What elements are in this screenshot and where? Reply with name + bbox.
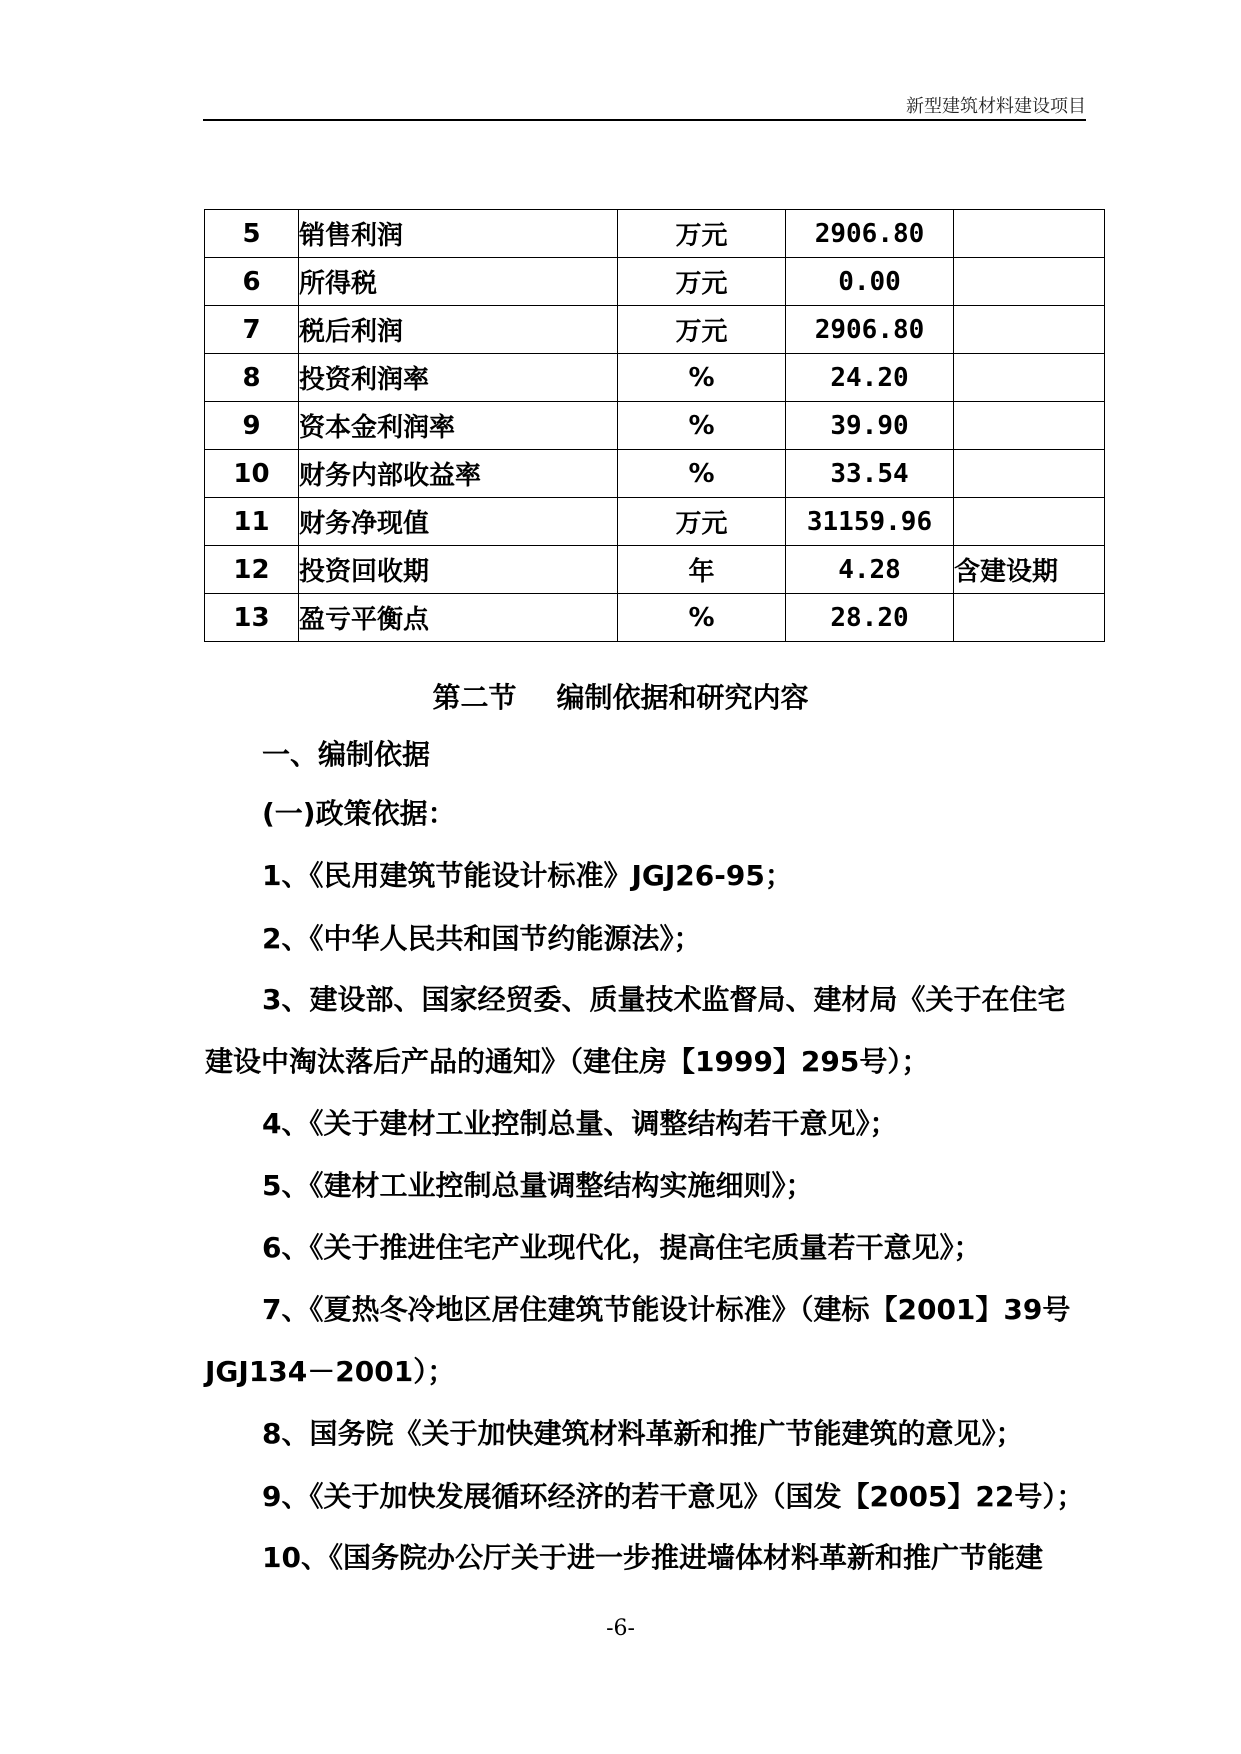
- indicator-note: [954, 354, 1105, 402]
- indicator-name: 所得税: [299, 258, 618, 306]
- row-number: 13: [205, 594, 299, 642]
- indicator-value: 4.28: [786, 546, 954, 594]
- row-number: 8: [205, 354, 299, 402]
- table-row: [205, 258, 1105, 306]
- indicator-value: 2906.80: [786, 306, 954, 354]
- table-row: [205, 210, 1105, 258]
- indicator-note: [954, 450, 1105, 498]
- list-item-continuation: 建设中淘汰落后产品的通知》（建住房【1999】295号）；: [205, 1045, 930, 1078]
- row-number: 7: [205, 306, 299, 354]
- list-item: 6、《关于推进住宅产业现代化，提高住宅质量若干意见》；: [262, 1231, 982, 1264]
- row-number: 5: [205, 210, 299, 258]
- list-item: 5、《建材工业控制总量调整结构实施细则》；: [262, 1169, 814, 1202]
- list-item: 7、《夏热冬冷地区居住建筑节能设计标准》（建标【2001】39号: [262, 1293, 1071, 1326]
- indicator-name: 投资回收期: [299, 546, 618, 594]
- row-number: 9: [205, 402, 299, 450]
- indicator-note: [954, 258, 1105, 306]
- indicator-name: 税后利润: [299, 306, 618, 354]
- row-number: 6: [205, 258, 299, 306]
- list-item: 8、国务院《关于加快建筑材料革新和推广节能建筑的意见》；: [262, 1417, 1024, 1450]
- section-number: 第二节: [432, 681, 517, 714]
- indicator-unit: 万元: [618, 210, 786, 258]
- indicator-value: 24.20: [786, 354, 954, 402]
- indicator-value: 39.90: [786, 402, 954, 450]
- table-row: [205, 450, 1105, 498]
- indicator-name: 财务净现值: [299, 498, 618, 546]
- indicator-unit: %: [618, 354, 786, 402]
- indicator-value: 2906.80: [786, 210, 954, 258]
- row-number: 11: [205, 498, 299, 546]
- row-number: 12: [205, 546, 299, 594]
- indicator-unit: 万元: [618, 498, 786, 546]
- indicator-note: [954, 402, 1105, 450]
- indicator-value: 33.54: [786, 450, 954, 498]
- indicator-name: 盈亏平衡点: [299, 594, 618, 642]
- page-number: -6-: [606, 1616, 635, 1641]
- indicator-note: [954, 594, 1105, 642]
- indicator-note: [954, 498, 1105, 546]
- list-item: 10、《国务院办公厅关于进一步推进墙体材料革新和推广节能建: [262, 1541, 1043, 1574]
- section-heading: 编制依据和研究内容: [556, 681, 809, 714]
- indicator-name: 投资利润率: [299, 354, 618, 402]
- indicator-unit: %: [618, 450, 786, 498]
- indicator-note: [954, 306, 1105, 354]
- indicator-name: 资本金利润率: [299, 402, 618, 450]
- table-row: [205, 402, 1105, 450]
- indicator-unit: %: [618, 402, 786, 450]
- list-item: 4、《关于建材工业控制总量、调整结构若干意见》；: [262, 1107, 898, 1140]
- indicator-unit: 万元: [618, 306, 786, 354]
- list-item: 1、《民用建筑节能设计标准》JGJ26-95；: [262, 859, 793, 892]
- indicator-name: 财务内部收益率: [299, 450, 618, 498]
- list-item: 9、《关于加快发展循环经济的若干意见》（国发【2005】22号）；: [262, 1480, 1085, 1513]
- list-item: 2、《中华人民共和国节约能源法》；: [262, 922, 702, 955]
- indicator-note: [954, 210, 1105, 258]
- indicator-value: 31159.96: [786, 498, 954, 546]
- indicator-value: 0.00: [786, 258, 954, 306]
- heading-policy-basis: (一)政策依据：: [262, 797, 456, 830]
- indicator-unit: 年: [618, 546, 786, 594]
- indicator-value: 28.20: [786, 594, 954, 642]
- section-title: [0, 676, 1241, 716]
- indicator-unit: %: [618, 594, 786, 642]
- table-row: [205, 306, 1105, 354]
- row-number: 10: [205, 450, 299, 498]
- header-rule: [203, 119, 1086, 121]
- table-row: [205, 594, 1105, 642]
- list-item: 3、建设部、国家经贸委、质量技术监督局、建材局《关于在住宅: [262, 983, 1066, 1016]
- running-header: 新型建筑材料建设项目: [906, 96, 1086, 117]
- table-row: [205, 546, 1105, 594]
- indicator-name: 销售利润: [299, 210, 618, 258]
- table-row: [205, 498, 1105, 546]
- heading-basis: 一、编制依据: [262, 738, 431, 771]
- list-item-continuation: JGJ134－2001）；: [205, 1355, 456, 1388]
- indicator-note: 含建设期: [954, 546, 1105, 594]
- indicator-unit: 万元: [618, 258, 786, 306]
- financial-indicators-table: [204, 209, 1105, 642]
- table-row: [205, 354, 1105, 402]
